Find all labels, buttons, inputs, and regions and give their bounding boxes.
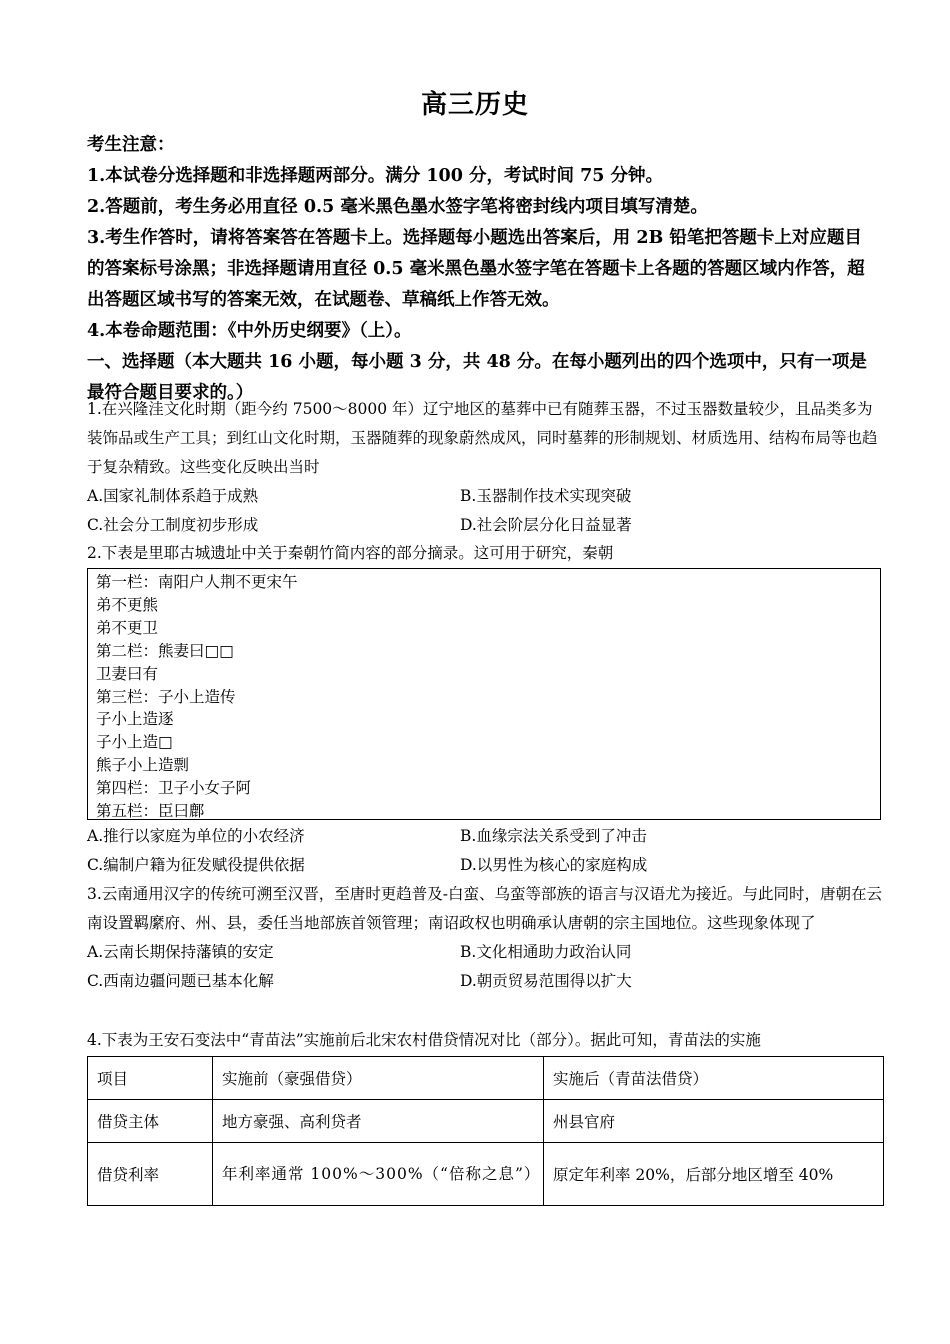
question-stem: 2.下表是里耶古城遗址中关于秦朝竹简内容的部分摘录。这可用于研究，秦朝 [87, 544, 614, 562]
excerpt-line: 第五栏：臣曰鄜 [96, 802, 205, 821]
excerpt-line: 弟不更卫 [96, 618, 159, 637]
exam-notice [87, 130, 877, 409]
page-title: 高三历史 [420, 90, 529, 120]
question-stem: 1.在兴隆洼文化时期（距今约 7500～8000 年）辽宁地区的墓葬中已有随葬玉器，不过玉器数量较少，且品类多为装饰品或生产工具；到红山文化时期，玉器随葬的现象蔚然成风，同时墓葬的形制规划、材质选用、结构布局等也趋于复杂精致。这些变化反映出当时 [87, 400, 878, 476]
table-cell: 原定年利率 20%，后部分地区增至 40% [544, 1143, 884, 1206]
option-d: D.社会阶层分化日益显著 [460, 516, 632, 534]
question-4 [87, 1026, 887, 1055]
option-b: B.文化相通助力政治认同 [460, 943, 632, 961]
excerpt-line: 第一栏：南阳户人荆不更宋午 [96, 573, 298, 591]
bamboo-slip-excerpt [87, 568, 881, 820]
table-cell: 实施后（青苗法借贷） [544, 1057, 884, 1100]
excerpt-line: 第三栏：子小上造传 [96, 687, 236, 706]
excerpt-line: 子小上造逐 [96, 710, 174, 729]
excerpt-line: 子小上造□ [96, 733, 173, 752]
table-cell: 借贷主体 [88, 1100, 213, 1143]
table-row [88, 1100, 884, 1143]
question-1 [87, 395, 887, 540]
table-cell: 州县官府 [544, 1100, 884, 1143]
option-a: A.云南长期保持藩镇的安定 [87, 943, 274, 961]
options [87, 482, 887, 540]
table-cell: 年利率通常 100%～300%（“倍称之息”） [213, 1143, 544, 1206]
excerpt-line: 弟不更熊 [96, 595, 159, 614]
table-cell: 实施前（豪强借贷） [213, 1057, 544, 1100]
question-stem: 4.下表为王安石变法中“青苗法”实施前后北宋农村借贷情况对比（部分）。据此可知，青苗法的实施 [87, 1031, 761, 1049]
excerpt-line: 熊子小上造剽 [96, 756, 190, 775]
option-d: D.朝贡贸易范围得以扩大 [460, 972, 632, 990]
notice-item-1: 1.本试卷分选择题和非选择题两部分。满分 100 分，考试时间 75 分钟。 [87, 166, 664, 186]
table-header-row [88, 1057, 884, 1100]
excerpt-line: 第二栏：熊妻曰□□ [96, 641, 234, 660]
question-2 [87, 539, 887, 568]
question-3 [87, 880, 887, 996]
section-heading: 一、选择题（本大题共 16 小题，每小题 3 分，共 48 分。在每小题列出的四个选项中，只有一项是最符合题目要求的。） [87, 352, 867, 403]
excerpt-line: 第四栏：卫子小女子阿 [96, 779, 252, 798]
qingmiao-comparison-table [87, 1056, 884, 1206]
table-cell: 项目 [88, 1057, 213, 1100]
option-a: A.国家礼制体系趋于成熟 [87, 487, 259, 505]
notice-item-4: 4.本卷命题范围：《中外历史纲要》（上）。 [87, 321, 412, 341]
options [87, 822, 887, 880]
notice-item-2: 2.答题前，考生务必用直径 0.5 毫米黑色墨水签字笔将密封线内项目填写清楚。 [87, 197, 708, 217]
excerpt-line: 卫妻曰有 [96, 664, 159, 683]
notice-heading: 考生注意： [87, 135, 175, 155]
table-cell: 地方豪强、高利贷者 [213, 1100, 544, 1143]
question-2-options [87, 822, 887, 880]
option-c: C.西南边疆问题已基本化解 [87, 972, 274, 990]
option-b: B.玉器制作技术实现突破 [460, 487, 632, 505]
option-b: B.血缘宗法关系受到了冲击 [460, 827, 647, 845]
table-row [88, 1143, 884, 1206]
question-stem: 3.云南通用汉字的传统可溯至汉晋，至唐时更趋普及-白蛮、乌蛮等部族的语言与汉语尤为接近。与此同时，唐朝在云南设置羁縻府、州、县，委任当地部族首领管理；南诏政权也明确承认唐朝的宗主国地位。这些现象体现了 [87, 885, 883, 932]
table-cell: 借贷利率 [88, 1143, 213, 1206]
option-c: C.社会分工制度初步形成 [87, 516, 259, 534]
notice-item-3: 3.考生作答时，请将答案答在答题卡上。选择题每小题选出答案后，用 2B 铅笔把答题卡上对应题目的答案标号涂黑；非选择题请用直径 0.5 毫米黑色墨水签字笔在答题卡上各题的答题区域内作答，超出答题区域书写的答案无效，在试题卷、草稿纸上作答无效。 [87, 228, 865, 310]
option-d: D.以男性为核心的家庭构成 [460, 856, 648, 874]
option-c: C.编制户籍为征发赋役提供依据 [87, 856, 305, 874]
options [87, 938, 887, 996]
option-a: A.推行以家庭为单位的小农经济 [87, 827, 305, 845]
